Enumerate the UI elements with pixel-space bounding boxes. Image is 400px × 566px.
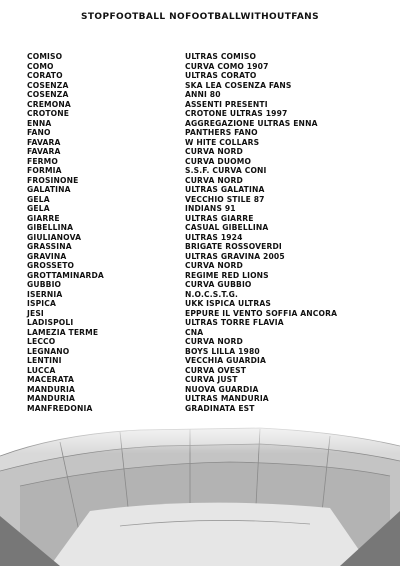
list-row — [27, 233, 387, 243]
fan-group-name: AGGREGAZIONE ULTRAS ENNA — [185, 118, 318, 128]
fan-group-name: ULTRAS GALATINA — [185, 185, 265, 194]
fan-group-name: GRADINATA EST — [185, 403, 255, 413]
list-row — [27, 299, 387, 309]
fan-group-name: VECCHIO STILE 87 — [185, 194, 265, 204]
fan-group-name: CURVA NORD — [185, 175, 243, 185]
list-row — [27, 128, 387, 138]
fan-group-name: ULTRAS MANDURIA — [185, 394, 269, 403]
city-name: LENTINI — [27, 356, 62, 365]
list-row — [27, 318, 387, 328]
city-name: MANDURIA — [27, 384, 76, 394]
poster-title: STOPFOOTBALL NOFOOTBALLWITHOUTFANS — [81, 12, 319, 22]
list-row — [27, 223, 387, 233]
city-name: CROTONE — [27, 109, 70, 118]
city-name: LEGNANO — [27, 346, 70, 356]
city-name: COSENZA — [27, 80, 69, 90]
list-row — [27, 90, 387, 100]
list-row — [27, 404, 387, 414]
city-name: ISERNIA — [27, 289, 63, 299]
fan-group-name: ULTRAS CORATO — [185, 71, 257, 80]
city-name: ISPICA — [27, 299, 57, 308]
fan-group-name: CURVA GUBBIO — [185, 280, 252, 289]
list-row — [27, 81, 387, 91]
fan-group-name: CURVA NORD — [185, 337, 243, 346]
fan-group-name: REGIME RED LIONS — [185, 270, 269, 280]
city-name: GELA — [27, 194, 50, 204]
city-name: COMISO — [27, 52, 63, 61]
fan-group-name: CURVA NORD — [185, 261, 243, 270]
fan-group-name: ASSENTI PRESENTI — [185, 99, 268, 109]
list-row — [27, 290, 387, 300]
list-row — [27, 337, 387, 347]
city-name: GROSSETO — [27, 261, 75, 270]
city-name: FORMIA — [27, 166, 62, 175]
list-row — [27, 261, 387, 271]
fan-group-name: CURVA COMO 1907 — [185, 61, 269, 71]
fan-group-name: CNA — [185, 327, 204, 337]
fan-group-name: ULTRAS GIARRE — [185, 213, 254, 223]
city-name: GRAVINA — [27, 251, 67, 261]
city-name: JESI — [27, 308, 44, 318]
fan-group-name: S.S.F. CURVA CONI — [185, 166, 267, 175]
list-row — [27, 52, 387, 62]
list-row — [27, 356, 387, 366]
list-row — [27, 385, 387, 395]
stadium-sketch-illustration — [0, 416, 400, 566]
list-row — [27, 157, 387, 167]
list-row — [27, 347, 387, 357]
city-name: LADISPOLI — [27, 318, 74, 327]
list-row — [27, 366, 387, 376]
fan-group-name: ULTRAS COMISO — [185, 52, 257, 61]
list-row — [27, 109, 387, 119]
list-row — [27, 166, 387, 176]
fan-group-name: CROTONE ULTRAS 1997 — [185, 109, 288, 118]
fan-group-name: INDIANS 91 — [185, 204, 236, 213]
list-row — [27, 138, 387, 148]
fan-group-name: CASUAL GIBELLINA — [185, 223, 269, 232]
fan-group-name: EPPURE IL VENTO SOFFIA ANCORA — [185, 308, 338, 318]
fan-group-name: ULTRAS GRAVINA 2005 — [185, 251, 285, 261]
fan-group-name: ULTRAS 1924 — [185, 232, 243, 242]
city-name: CREMONA — [27, 99, 71, 109]
fan-group-name: ULTRAS TORRE FLAVIA — [185, 318, 284, 327]
city-name: COSENZA — [27, 90, 69, 99]
fan-group-name: N.O.C.S.T.G. — [185, 289, 239, 299]
city-name: GIULIANOVA — [27, 232, 82, 242]
list-row — [27, 100, 387, 110]
list-row — [27, 147, 387, 157]
city-name: GALATINA — [27, 185, 71, 194]
list-row — [27, 394, 387, 404]
fan-group-name: VECCHIA GUARDIA — [185, 356, 267, 365]
list-row — [27, 271, 387, 281]
city-name: GROTTAMINARDA — [27, 270, 104, 280]
fan-group-name: CURVA JUST — [185, 375, 238, 384]
list-row — [27, 214, 387, 224]
list-row — [27, 252, 387, 262]
list-row — [27, 375, 387, 385]
city-name: FROSINONE — [27, 175, 79, 185]
fan-group-name: PANTHERS FANO — [185, 128, 258, 137]
fan-group-name: CURVA OVEST — [185, 365, 247, 375]
list-row — [27, 204, 387, 214]
list-row — [27, 242, 387, 252]
city-name: MANFREDONIA — [27, 403, 93, 413]
fan-group-name: ANNI 80 — [185, 90, 221, 99]
city-name: GUBBIO — [27, 280, 62, 289]
fan-group-name: CURVA NORD — [185, 147, 243, 156]
city-name: GIARRE — [27, 213, 60, 223]
city-name: GELA — [27, 204, 50, 213]
city-name: FAVARA — [27, 137, 61, 147]
city-name: FANO — [27, 128, 51, 137]
list-row — [27, 176, 387, 186]
city-name: MACERATA — [27, 375, 74, 384]
city-name: FERMO — [27, 156, 58, 166]
fan-group-name: BRIGATE ROSSOVERDI — [185, 242, 282, 251]
city-name: ENNA — [27, 118, 52, 128]
city-name: LUCCA — [27, 365, 56, 375]
city-name: LAMEZIA TERME — [27, 327, 99, 337]
fan-group-name: NUOVA GUARDIA — [185, 384, 259, 394]
list-row — [27, 195, 387, 205]
list-row — [27, 309, 387, 319]
city-name: MANDURIA — [27, 394, 76, 403]
city-name: CORATO — [27, 71, 63, 80]
fan-group-list — [27, 52, 387, 413]
list-row — [27, 62, 387, 72]
list-row — [27, 280, 387, 290]
city-name: GRASSINA — [27, 242, 72, 251]
fan-group-name: SKA LEA COSENZA FANS — [185, 80, 292, 90]
list-row — [27, 328, 387, 338]
fan-group-name: BOYS LILLA 1980 — [185, 346, 260, 356]
list-row — [27, 71, 387, 81]
list-row — [27, 119, 387, 129]
city-name: LECCO — [27, 337, 56, 346]
fan-group-name: UKK ISPICA ULTRAS — [185, 299, 272, 308]
city-name: FAVARA — [27, 147, 61, 156]
city-name: GIBELLINA — [27, 223, 74, 232]
fan-group-name: CURVA DUOMO — [185, 156, 252, 166]
city-name: COMO — [27, 61, 54, 71]
list-row — [27, 185, 387, 195]
fan-group-name: W HITE COLLARS — [185, 137, 260, 147]
